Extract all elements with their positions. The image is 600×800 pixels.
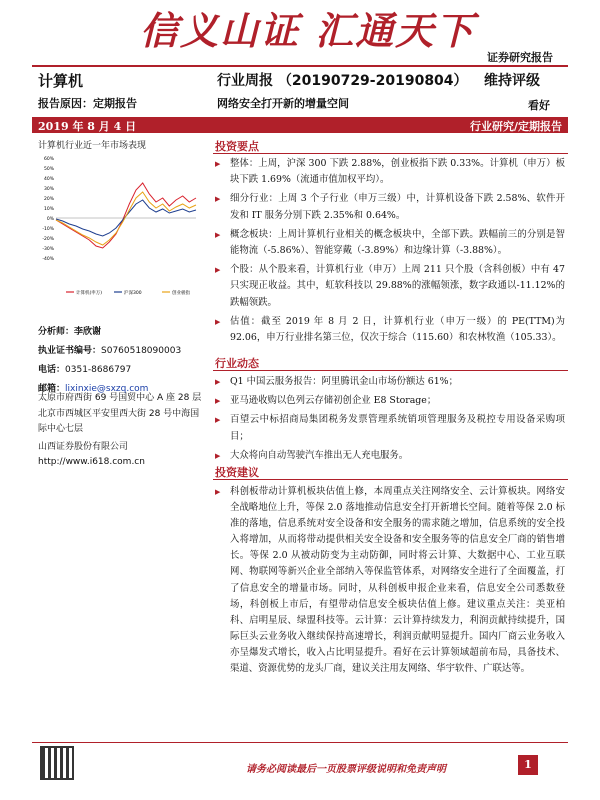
- dynamics-list: [215, 374, 565, 467]
- report-category: 行业研究/定期报告: [469, 120, 562, 133]
- analyst-cert: S0760518090003: [101, 346, 182, 356]
- market-chart-svg: [36, 152, 204, 302]
- qr-code-icon: [40, 746, 74, 780]
- y-tick-label: 50%: [43, 167, 54, 172]
- page-number: 1: [518, 755, 538, 775]
- section-key-points: 投资要点: [215, 140, 259, 153]
- section-divider: [213, 153, 568, 154]
- company-website[interactable]: http://www.i618.com.cn: [38, 457, 145, 467]
- y-tick-label: 40%: [43, 177, 54, 182]
- list-item: ▶ 大众将向自动驾驶汽车推出无人充电服务。: [215, 448, 565, 464]
- section-dynamics: 行业动态: [215, 357, 259, 370]
- report-date: 2019 年 8 月 4 日: [38, 120, 137, 133]
- report-title: 行业周报 （20190729-20190804）: [217, 73, 468, 89]
- y-tick-label: 30%: [43, 187, 54, 192]
- advice-paragraph: ▶ 科创板带动计算机板块估值上修，本周重点关注网络安全、云计算板块。网络安全战略地位上升，等保 2.0 落地推动信息安全打开新增长空间。随着等保 2.0 标准的落地，信息系统对安全设备和安全服务的需求随之增加，信息系统的安全投入将增加，从而将带动提供相关安全设备和安全服务等的信息安全厂商的销售增长。等保 2.0 从被动防变为主动防御，同时将云计算、大数据中心、工业互联网、物联网等新兴企业全部纳入等保监管体系，对网络安全进行了全面覆盖，打了信息安全的增量市场。同时，从科创板申报企业来看，信息安全公司悉数登场，科创板上市后，有望带动信息安全板块估值上修。建议重点关注：美亚柏科、启明星辰、绿盟科技等。云计算：云计算持续发力，利润贡献持续提升，国际巨头云业务收入继续保持高速增长，利润贡献明显提升。国内厂商云业务收入亦呈爆发式增长，收入占比明显提升。看好在云计算领域超前布局，具备技术、渠道、资源优势的龙头厂商，建议关注用友网络、华宇软件、广联达等。: [215, 484, 565, 677]
- section-advice: 投资建议: [215, 466, 259, 479]
- industry-name: 计算机: [38, 72, 84, 90]
- list-item: ▶ 概念板块：上周计算机行业相关的概念板块中，全部下跌。跌幅前三的分别是智能物流（-5.86%）、智能穿戴（-3.89%）和边缘计算（-3.88%）。: [215, 227, 565, 259]
- section-divider: [213, 370, 568, 371]
- analyst-phone: 0351-8686797: [65, 365, 132, 375]
- headline: 网络安全打开新的增量空间: [217, 97, 349, 110]
- report-type: 证券研究报告: [487, 51, 553, 64]
- y-tick-label: -10%: [42, 227, 54, 232]
- analyst-info: [38, 323, 181, 399]
- y-tick-label: 10%: [43, 207, 54, 212]
- market-chart: [36, 152, 204, 302]
- y-tick-label: 20%: [43, 197, 54, 202]
- y-tick-label: 60%: [43, 157, 54, 162]
- list-item: ▶ 百望云中标招商局集团税务发票管理系统销项管理服务及税控专用设备采购项目；: [215, 412, 565, 444]
- series-line: [56, 192, 196, 245]
- key-points-list: [215, 156, 565, 349]
- date-bar: [32, 117, 568, 133]
- address-line-2: 北京市西城区平安里西大街 28 号中海国际中心七层: [38, 408, 200, 434]
- analyst-phone-row: [38, 361, 181, 380]
- y-tick-label: -30%: [42, 247, 54, 252]
- analyst-name-row: [38, 323, 181, 342]
- list-item: ▶ 个股：从个股来看，计算机行业（申万）上周 211 只个股（含科创板）中有 47 只实现正收益。其中，虹软科技以 29.88%的涨幅领涨，数字政通以-11.12%的跌幅领跌。: [215, 262, 565, 311]
- analyst-email-label: 邮箱：: [38, 384, 66, 394]
- analyst-cert-row: [38, 342, 181, 361]
- chart-title: 计算机行业近一年市场表现: [38, 141, 147, 151]
- legend-label: 沪深300: [124, 291, 142, 296]
- company-address: [38, 391, 208, 471]
- rating-view: 看好: [528, 99, 550, 112]
- legend-label: 计算机(申万): [76, 291, 103, 296]
- y-tick-label: 0%: [46, 217, 54, 222]
- y-tick-label: -40%: [42, 257, 54, 262]
- analyst-phone-label: 电话：: [38, 365, 66, 375]
- list-item: ▶ 细分行业：上周 3 个子行业（申万三级）中，计算机设备下跌 2.58%、软件开发和 IT 服务分别下跌 2.35%和 0.64%。: [215, 191, 565, 223]
- analyst-email[interactable]: lixinxie@sxzq.com: [65, 384, 149, 394]
- list-item: ▶ 整体：上周，沪深 300 下跌 2.88%，创业板指下跌 0.33%。计算机（申万）板块下跌 1.69%（流通市值加权平均）。: [215, 156, 565, 188]
- address-line-1: 太原市府西街 69 号国贸中心 A 座 28 层: [38, 393, 202, 403]
- analyst-cert-label: 执业证书编号：: [38, 346, 102, 356]
- company-name: 山西证券股份有限公司: [38, 441, 129, 452]
- analyst-name-label: 分析师：: [38, 327, 75, 337]
- list-item: ▶ 亚马逊收购以色列云存储初创企业 E8 Storage；: [215, 393, 565, 409]
- list-item: ▶ 估值：截至 2019 年 8 月 2 日，计算机行业（申万一级）的 PE(TTM)为 92.06，申万行业排名第三位，仅次于综合（115.60）和农林牧渔（105.33）。: [215, 314, 565, 346]
- top-divider: [32, 65, 568, 67]
- brand-slogan: 信义山证 汇通天下: [140, 9, 476, 53]
- section-divider: [213, 479, 568, 480]
- report-reason: 报告原因：定期报告: [38, 97, 137, 110]
- rating: 维持评级: [484, 73, 540, 89]
- footer-disclaimer: 请务必阅读最后一页股票评级说明和免责声明: [246, 764, 446, 775]
- y-tick-label: -20%: [42, 237, 54, 242]
- analyst-name: 李欣谢: [74, 327, 102, 337]
- legend-label: 创业板指: [172, 291, 190, 296]
- list-item: ▶ Q1 中国云服务报告：阿里腾讯金山市场份额达 61%；: [215, 374, 565, 390]
- footer-divider: [32, 742, 568, 743]
